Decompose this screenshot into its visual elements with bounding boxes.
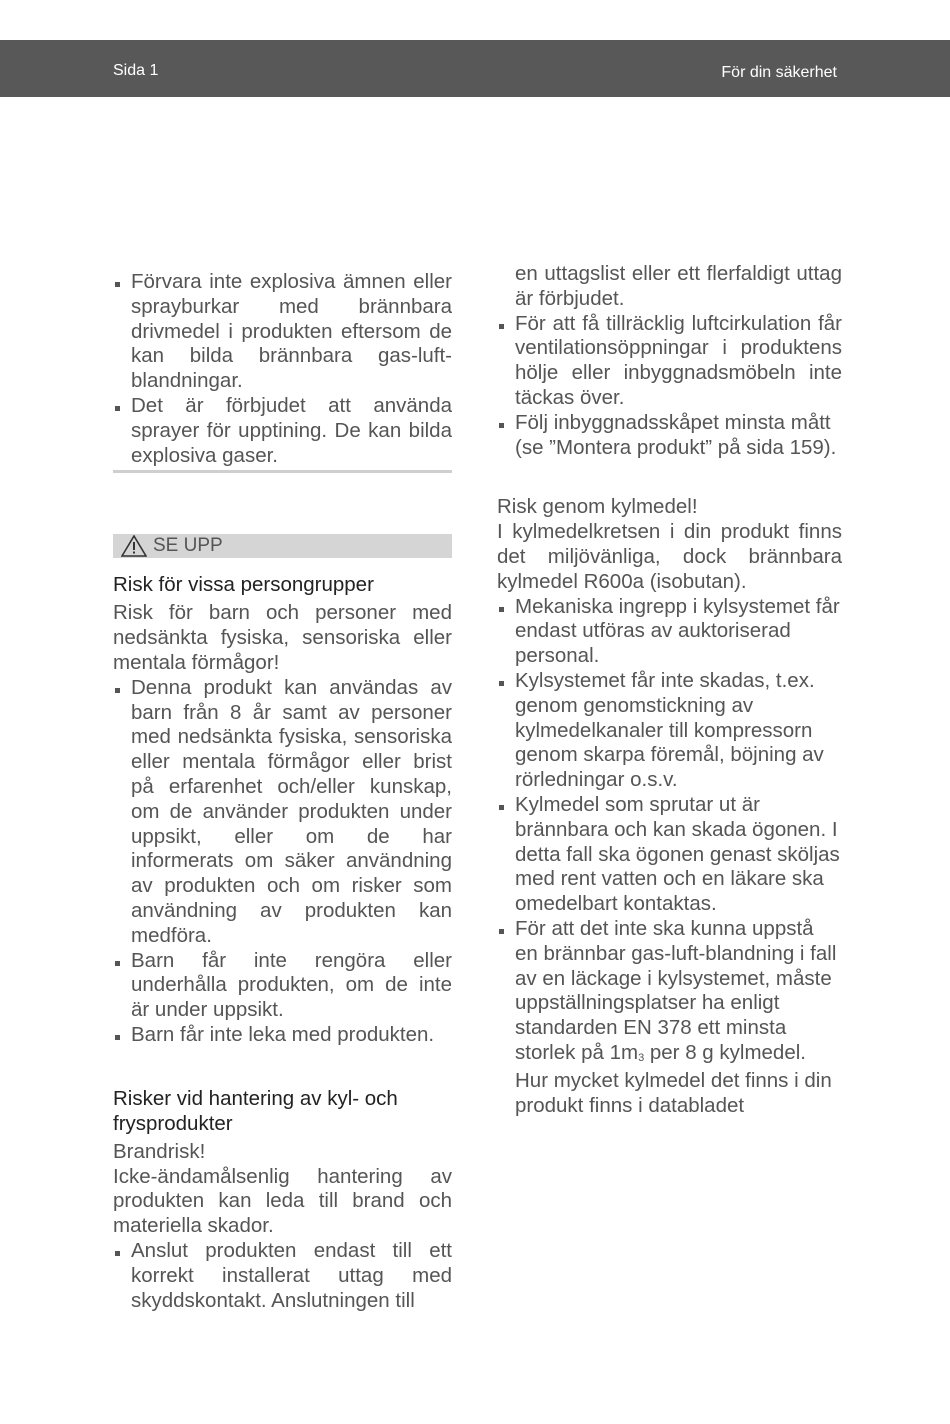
leak-text-part1: För att det inte ska kunna uppstå en brännbar gas-luft-blandning i fall av en läckage i kylsystemet, måste uppställningsplatser ha enligt standarden EN 378 ett minsta storlek på 1m [515, 916, 837, 1064]
explosive-bullets [113, 270, 452, 468]
section-title: För din säkerhet [721, 64, 837, 81]
leak-text-part2: per 8 g kylmedel. Hur mycket kylmedel det finns i din produkt finns i databladet [515, 1040, 832, 1117]
list-item: För att få tillräcklig luftcirkulation får ventilationsöppningar i produktens hölje eller inbyggnadsmöbeln inte täckas över. [497, 312, 842, 411]
list-item [497, 917, 842, 1118]
refrigerant-risk-text: I kylmedelkretsen i din produkt finns det miljövänliga, dock brännbara kylmedel R600a (isobutan). [497, 520, 842, 593]
refrigerant-risk-label: Risk genom kylmedel! [497, 495, 698, 519]
list-item: Följ inbyggnadsskåpet minsta mått (se ”Montera produkt” på sida 159). [497, 411, 842, 461]
refrigerant-bullets [497, 595, 842, 1119]
connect-bullets [113, 1239, 452, 1313]
list-item: Barn får inte leka med produkten. [113, 1023, 452, 1048]
page-header [0, 40, 950, 97]
left-column [113, 270, 452, 1313]
cubic-superscript: 3 [638, 1051, 645, 1064]
list-item: Kylmedel som sprutar ut är brännbara och kan skada ögonen. I detta fall ska ögonen genast sköljas med rent vatten och en läkare ska omedelbart kontaktas. [497, 793, 842, 917]
warning-bar [113, 534, 452, 558]
continued-text: en uttagslist eller ett flerfaldigt uttag är förbjudet. [515, 262, 842, 310]
list-item: Mekaniska ingrepp i kylsystemet får endast utföras av auktoriserad personal. [497, 595, 842, 669]
ventilation-bullets [497, 312, 842, 461]
person-group-bullets [113, 676, 452, 1048]
warning-label: SE UPP [153, 534, 223, 556]
section-divider [113, 470, 452, 473]
heading-person-groups: Risk för vissa persongrupper [113, 573, 374, 597]
list-item: Anslut produkten endast till ett korrekt installerat uttag med skyddskontakt. Anslutningen till [113, 1239, 452, 1313]
intro-person-groups: Risk för barn och personer med nedsänkta fysiska, sensoriska eller mentala förmågor! [113, 601, 452, 674]
heading-handling-risks: Risker vid hantering av kyl- och frysprodukter [113, 1086, 398, 1135]
list-item: Det är förbjudet att använda sprayer för upptining. De kan bilda explosiva gaser. [113, 394, 452, 468]
list-item: Förvara inte explosiva ämnen eller sprayburkar med brännbara drivmedel i produkten eftersom de kan bilda brännbara gas-luft-blandningar. [113, 270, 452, 394]
fire-risk-text: Icke-ändamålsenlig hantering av produkten kan leda till brand och materiella skador. [113, 1164, 452, 1238]
list-item: Barn får inte rengöra eller underhålla produkten, om de inte är under uppsikt. [113, 949, 452, 1023]
page-number: Sida 1 [113, 62, 159, 79]
warning-triangle-icon [121, 535, 147, 557]
fire-risk-label: Brandrisk! [113, 1139, 206, 1163]
list-item: Kylsystemet får inte skadas, t.ex. genom genomstickning av kylmedelkanaler till kompressorn genom skarpa föremål, böjning av rörledningar o.s.v. [497, 669, 842, 793]
list-item: Denna produkt kan användas av barn från 8 år samt av personer med nedsänkta fysiska, sensoriska eller mentala förmågor eller brist på erfarenhet och/eller kunskap, om de använder produkten under uppsikt, eller om de har informerats om säker användning av produkten och om risker som användning av produkten kan medföra. [113, 676, 452, 949]
right-column [497, 262, 842, 1118]
